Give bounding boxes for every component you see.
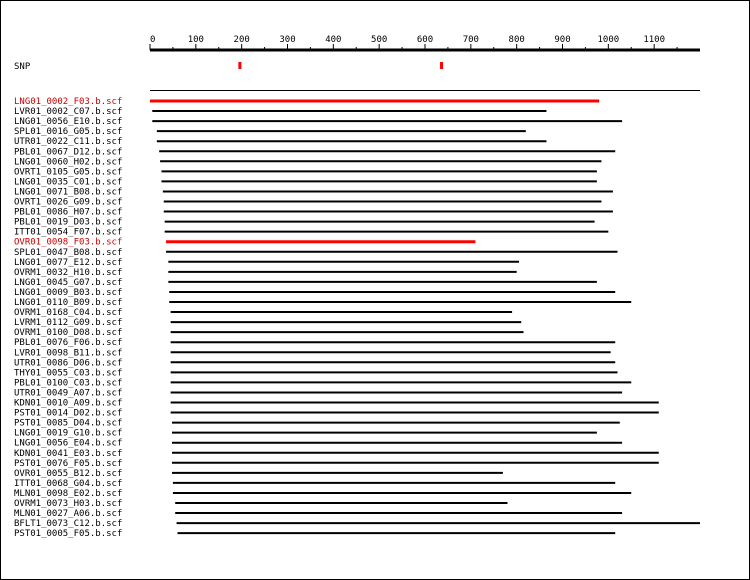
read-label: SPL01_0016_G05.b.scf: [14, 127, 123, 138]
read-label: LVR01_0002_C07.b.scf: [14, 107, 123, 118]
read-label: LNG01_0060_H02.b.scf: [14, 157, 123, 168]
read-label: ITT01_0068_G04.b.scf: [14, 478, 123, 489]
axis-tick-label: 500: [371, 35, 388, 45]
read-label: LVR01_0098_B11.b.scf: [14, 348, 123, 359]
read-label: KDN01_0010_A09.b.scf: [14, 398, 123, 409]
snp-marker: [440, 62, 443, 69]
read-label: LNG01_0077_E12.b.scf: [14, 257, 123, 268]
snp-label: SNP: [14, 62, 31, 72]
axis-tick-label: 900: [554, 35, 571, 45]
axis-tick-label: 200: [233, 35, 250, 45]
read-label: LNG01_0009_B03.b.scf: [14, 287, 123, 298]
read-label: OVRM1_0100_D08.b.scf: [14, 328, 123, 339]
read-label: PBL01_0100_C03.b.scf: [14, 378, 123, 389]
read-label: BFLT1_0073_C12.b.scf: [14, 519, 123, 530]
read-label: OVRT1_0026_G09.b.scf: [14, 197, 123, 208]
read-label: LNG01_0110_B09.b.scf: [14, 298, 123, 308]
read-label: THY01_0055_C03.b.scf: [14, 368, 123, 379]
read-label: MLN01_0098_E02.b.scf: [14, 488, 123, 499]
read-label: OVRT1_0105_G05.b.scf: [14, 167, 123, 178]
read-label: OVRM1_0168_C04.b.scf: [14, 308, 123, 319]
axis-tick-label: 600: [416, 35, 434, 45]
read-label: PBL01_0019_D03.b.scf: [14, 217, 123, 228]
axis-tick-label: 100: [187, 35, 204, 45]
read-label: LNG01_0056_E10.b.scf: [14, 117, 123, 128]
axis-tick-label: 1100: [643, 35, 666, 45]
axis-tick-label: 0: [150, 35, 156, 45]
read-label: PBL01_0067_D12.b.scf: [14, 147, 123, 158]
read-label: UTR01_0086_D06.b.scf: [14, 358, 123, 369]
read-label: OVR01_0055_B12.b.scf: [14, 468, 123, 479]
read-label: PST01_0076_F05.b.scf: [14, 458, 123, 469]
axis-tick-label: 700: [462, 35, 479, 45]
read-label: KDN01_0041_E03.b.scf: [14, 448, 123, 459]
read-label: PBL01_0086_H07.b.scf: [14, 207, 123, 218]
axis-tick-label: 400: [325, 35, 342, 45]
read-label: PBL01_0076_F06.b.scf: [14, 338, 123, 349]
snp-marker: [238, 62, 241, 69]
read-label: PST01_0085_D04.b.scf: [14, 418, 123, 429]
read-label: LNG01_0056_E04.b.scf: [14, 438, 123, 449]
axis-tick-label: 300: [279, 35, 296, 45]
read-label: PST01_0014_D02.b.scf: [14, 408, 123, 419]
read-label: LVRM1_0112_G09.b.scf: [14, 318, 123, 329]
read-label: MLN01_0027_A06.b.scf: [14, 509, 123, 520]
read-label: LNG01_0002_F03.b.scf: [14, 97, 123, 107]
read-label: LNG01_0019_G10.b.scf: [14, 428, 123, 439]
read-label: SPL01_0047_B08.b.scf: [14, 247, 123, 258]
read-label: LNG01_0045_G07.b.scf: [14, 277, 123, 288]
read-label: UTR01_0022_C11.b.scf: [14, 137, 123, 148]
read-label: ITT01_0054_F07.b.scf: [14, 227, 123, 238]
read-label: OVRM1_0032_H10.b.scf: [14, 267, 123, 278]
axis-tick-label: 1000: [597, 35, 620, 45]
read-label: PST01_0005_F05.b.scf: [14, 529, 123, 540]
read-label: LNG01_0035_C01.b.scf: [14, 177, 123, 188]
read-label: UTR01_0049_A07.b.scf: [14, 388, 123, 399]
axis-tick-label: 800: [508, 35, 525, 45]
read-label: OVRM1_0073_H03.b.scf: [14, 499, 123, 509]
read-label: OVR01_0098_F03.b.scf: [14, 237, 123, 248]
read-label: LNG01_0071_B08.b.scf: [14, 187, 123, 198]
